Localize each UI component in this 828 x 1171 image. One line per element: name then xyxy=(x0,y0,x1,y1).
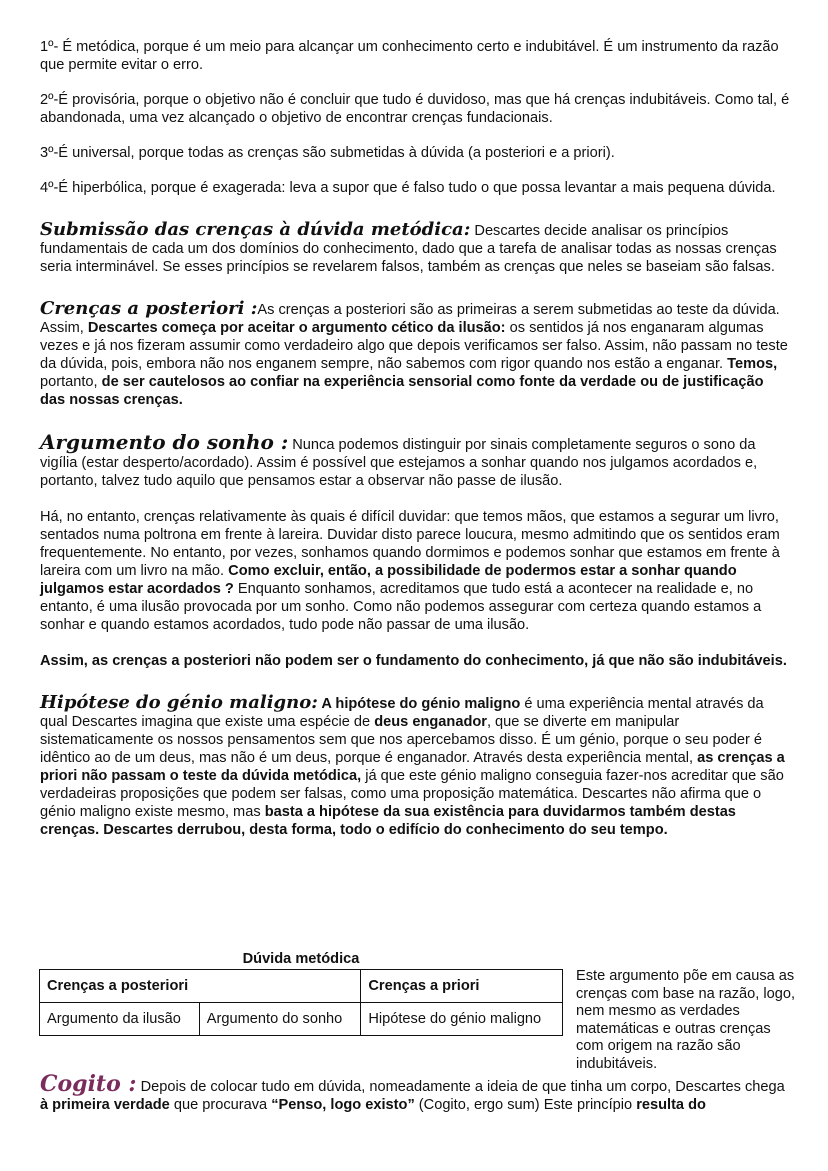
cogito-bold-1: à primeira verdade xyxy=(40,1097,170,1113)
cell-ilusao: Argumento da ilusão xyxy=(40,1003,200,1036)
heading-submissao: Submissão das crenças à dúvida metódica: xyxy=(40,219,471,240)
genio-text-3: já que este génio maligno conseguia fazer-nos acreditar que são verdadeiras proposições que podem ser falsas, como uma proposição matemática. Descartes não afirma que o génio maligno existe mesmo, mas xyxy=(40,768,784,820)
section-sonho xyxy=(40,430,792,490)
section-genio xyxy=(40,694,792,839)
heading-sonho: Argumento do sonho : xyxy=(40,430,289,454)
paragraph-universal: 3º-É universal, porque todas as crenças são submetidas à dúvida (a posteriori e a priori). xyxy=(40,145,615,161)
genio-bold-1: deus enganador xyxy=(374,714,487,730)
section-submissao xyxy=(40,221,792,276)
cogito-text-2: que procurava xyxy=(169,1097,272,1113)
heading-posteriori: Crenças a posteriori : xyxy=(40,298,258,319)
paragraph-hyperbolic: 4º-É hiperbólica, porque é exagerada: leva a supor que é falso tudo o que possa levantar a mais pequena dúvida. xyxy=(40,180,776,196)
posteriori-bold-2: Temos, xyxy=(727,356,778,372)
posteriori-bold-3: de ser cautelosos ao confiar na experiência sensorial como fonte da verdade ou de justificação das nossas crenças. xyxy=(40,374,764,408)
sonho-text: Nunca podemos distinguir por sinais completamente seguros o sono da vigília (estar desperto/acordado). Assim é possível que estejamos a sonhar quando nos julgamos acordados e, portanto, talvez tudo aquilo que pensamos estar a observar não passe de ilusão. xyxy=(40,437,758,489)
genio-text-2: , que se diverte em manipular sistematicamente os nossos pensamentos sem que nos apercebamos disso. É um génio, porque o seu poder é idêntico ao de um deus, mas não é um deus, porque é enganador. Através desta experiência mental, xyxy=(40,714,762,766)
cogito-text-1: Depois de colocar tudo em dúvida, nomeadamente a ideia de que tinha um corpo, Descartes chega xyxy=(136,1079,785,1095)
submissao-text: Descartes decide analisar os princípios fundamentais de cada um dos domínios do conhecimento, dado que a tarefa de analisar todas as nossas crenças seria interminável. Se esses princípios se revelarem falsos, também as crenças que neles se baseiam são falsas. xyxy=(40,223,777,275)
methodical-doubt-table xyxy=(39,950,563,1036)
table-header-row xyxy=(40,970,563,1003)
posteriori-text-2: os sentidos já nos enganaram algumas vezes e já nos fizeram assumir como verdadeiro algo que depois verificamos ser falso. Assim, não passam no teste da dúvida, pois, embora não nos enganem sempre, não sabemos com rigor quando nos estão a enganar. xyxy=(40,320,788,372)
cogito-bold-3: resulta do xyxy=(636,1097,706,1113)
sonho-p2-text-2: Enquanto sonhamos, acreditamos que tudo está a acontecer na realidade e, no entanto, é uma ilusão provocada por um sonho. Como não podemos assegurar com certeza quando estamos a sonhar e quando estamos acordados, tudo pode não passar de uma ilusão. xyxy=(40,581,762,633)
genio-bold-2: as crenças a priori não passam o teste da dúvida metódica, xyxy=(40,750,785,784)
header-priori: Crenças a priori xyxy=(361,970,563,1003)
posteriori-bold-1: Descartes começa por aceitar o argumento cético da ilusão: xyxy=(87,320,506,336)
section-cogito xyxy=(40,1071,792,1114)
genio-bold-0: A hipótese do génio maligno xyxy=(317,696,521,712)
genio-bold-3: basta a hipótese da sua existência para duvidarmos também destas crenças. Descartes derrubou, desta forma, todo o edifício do conhecimento do seu tempo. xyxy=(40,804,736,838)
conclusion-bold: Assim, as crenças a posteriori não podem ser o fundamento do conhecimento, já que não são indubitáveis. xyxy=(40,653,787,669)
genio-text-1: é uma experiência mental através da qual Descartes imagina que existe uma espécie de xyxy=(40,696,764,730)
cell-sonho: Argumento do sonho xyxy=(199,1003,361,1036)
section-posteriori xyxy=(40,300,792,409)
cogito-bold-2: “Penso, logo existo” xyxy=(271,1097,415,1113)
sonho-p2-text-1: Há, no entanto, crenças relativamente às quais é difícil duvidar: que temos mãos, que estamos a segurar um livro, sentados numa poltrona em frente à lareira. Duvidar disto parece loucura, mesmo admitindo que os sentidos eram frequentemente. No entanto, por vezes, sonhamos quando dormimos e podemos sonhar que estamos em frente à lareira com um livro na mão. xyxy=(40,509,780,579)
table-row xyxy=(40,1003,563,1036)
posteriori-text-1: As crenças a posteriori são as primeiras a serem submetidas ao teste da dúvida. Assim, xyxy=(40,302,780,336)
paragraph-sonho-2 xyxy=(40,508,792,634)
sonho-p2-bold: Como excluir, então, a possibilidade de podermos estar a sonhar quando julgamos estar acordados ? xyxy=(40,563,737,597)
table-title: Dúvida metódica xyxy=(242,951,360,967)
side-note: Este argumento põe em causa as crenças com base na razão, logo, nem mesmo as verdades matemáticas e outras crenças com origem na razão são indubitáveis. xyxy=(576,968,796,1072)
cell-genio: Hipótese do génio maligno xyxy=(361,1003,563,1036)
heading-genio: Hipótese do génio maligno: xyxy=(40,692,318,713)
paragraph-provisional: 2º-É provisória, porque o objetivo não é concluir que tudo é duvidoso, mas que há crenças indubitáveis. Como tal, é abandonada, uma vez alcançado o objetivo de encontrar crenças fundacionais. xyxy=(40,92,790,126)
document-body xyxy=(40,38,792,839)
paragraph-conclusion xyxy=(40,652,792,670)
table xyxy=(39,969,563,1036)
paragraph-methodical: 1º- É metódica, porque é um meio para alcançar um conhecimento certo e indubitável. É um instrumento da razão que permite evitar o erro. xyxy=(40,39,779,73)
header-posteriori: Crenças a posteriori xyxy=(40,970,361,1003)
posteriori-text-3: portanto, xyxy=(40,374,102,390)
cogito-text-3: (Cogito, ergo sum) Este princípio xyxy=(414,1097,637,1113)
heading-cogito: Cogito : xyxy=(40,1071,137,1097)
